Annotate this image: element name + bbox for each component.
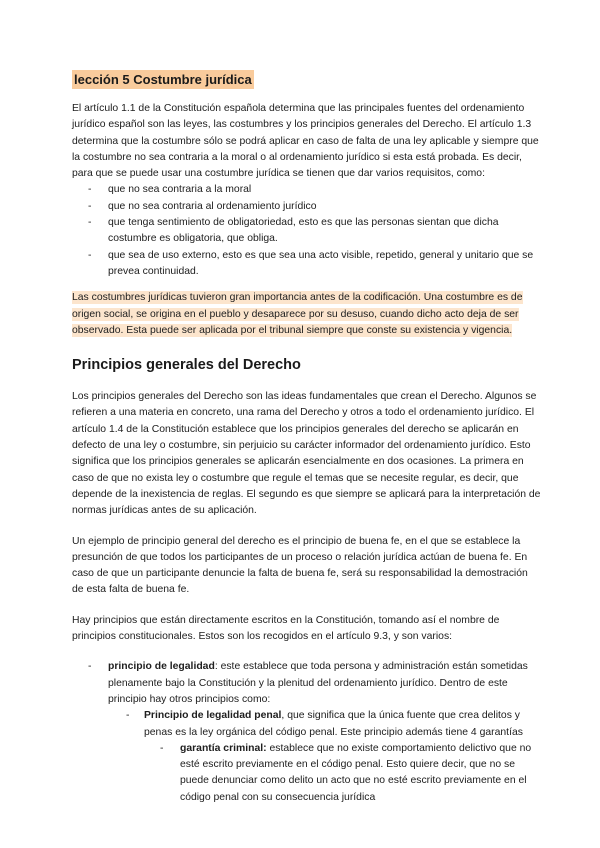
intro-paragraph: El artículo 1.1 de la Constitución española determina que las principales fuentes del ordenamiento jurídico español son las leyes, las costumbres y los principios generales del Derecho. El artículo 1.3 determina que la costumbre sólo se podrá aplicar en caso de falta de una ley aplicable y siempre que la costumbre no sea contraria a la moral o al ordenamiento jurídico si esta está probada. Es decir, para que se puede usar una costumbre jurídica se tienen que dar varios requisitos, como: <box>72 103 539 180</box>
list-item-legalidad <box>72 659 542 806</box>
good-faith-paragraph: Un ejemplo de principio general del derecho es el principio de buena fe, en el que se establece la presunción de que todos los participantes de un proceso o relación jurídica actúan de buena fe. En caso de que un participante denuncie la falta de buena fe, será su responsabilidad la demostración de esta falta de buena fe. <box>72 535 528 596</box>
lesson-title: lección 5 Costumbre jurídica <box>74 72 252 87</box>
text-legalidad: : este establece que toda persona y administración están sometidas plenamente bajo la Constitución y la plenitud del ordenamiento jurídico. Dentro de este principio hay otros principios como: <box>108 661 528 705</box>
sublist-garantias <box>144 741 542 806</box>
list-item: - que no sea contraria al ordenamiento jurídico <box>72 199 542 215</box>
list-item: - que tenga sentimiento de obligatoriedad, esto es que las personas sientan que dicha costumbre es obligatoria, que obliga. <box>72 215 542 248</box>
sublist-legalidad <box>108 708 542 806</box>
list-item-garantia-criminal <box>144 741 542 806</box>
principles-list <box>72 659 542 806</box>
term-garantia-criminal: garantía criminal: <box>180 742 267 754</box>
principles-paragraph: Los principios generales del Derecho son las ideas fundamentales que crean el Derecho. Algunos se refieren a una materia en concreto, una rama del Derecho y otros a todo el ordenamiento jurídico. El artículo 1.4 de la Constitución establece que los principios generales del derecho se aplicarán en defecto de una ley o costumbre, sin perjuicio su carácter informador del ordenamiento jurídico. Esto significa que los principios generales se aplicarán esencialmente en dos ocasiones. La primera en caso de que no exista ley o costumbre que regule el temas que se necesite regular, es decir, que depende de la inexistencia de reglas. El segundo es que siempre se aplicará para la interpretación de normas jurídicas antes de su aplicación. <box>72 391 541 517</box>
term-legalidad-penal: Principio de legalidad penal <box>144 710 282 722</box>
requirements-list <box>72 182 542 280</box>
highlighted-text: Las costumbres jurídicas tuvieron gran importancia antes de la codificación. Una costumbre es de origen social, se origina en el pueblo y desaparece por su desuso, cuando dicho acto deja de ser observado. Esta puede ser aplicada por el tribunal siempre que conste su existencia y vigencia. <box>72 292 523 336</box>
text-garantia-criminal: establece que no existe comportamiento delictivo que no esté escrito previamente en el código penal. Esto quiere decir, que no se puede denunciar como delito un acto que no esté escrito previamente en el código penal con su consecuencia jurídica <box>180 742 532 803</box>
text-legalidad-penal: , que significa que la única fuente que crea delitos y penas es la ley orgánica del código penal. Este principio además tiene 4 garantías <box>144 710 523 738</box>
section-title: Principios generales del Derecho <box>72 357 301 374</box>
highlighted-paragraph <box>72 290 542 339</box>
list-item: - que sea de uso externo, esto es que sea una acto visible, repetido, general y unitario que se prevea continuidad. <box>72 248 542 281</box>
constitutional-paragraph: Hay principios que están directamente escritos en la Constitución, tomando así el nombre de principios constitucionales. Estos son los recogidos en el artículo 9.3, y son varios: <box>72 614 500 643</box>
document-content <box>72 70 542 806</box>
list-item: - que no sea contraria a la moral <box>72 182 542 198</box>
term-legalidad: principio de legalidad <box>108 661 215 673</box>
list-item-legalidad-penal <box>108 708 542 806</box>
